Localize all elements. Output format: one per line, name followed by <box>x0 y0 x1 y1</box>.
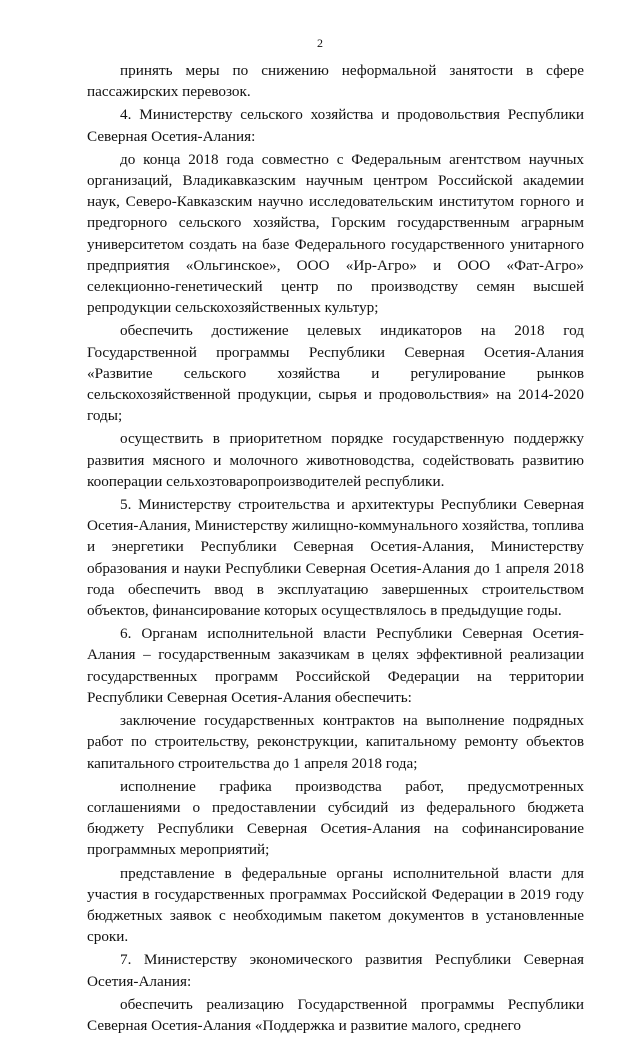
paragraph-work-schedule: исполнение графика производства работ, предусмотренных соглашениями о предоставлении субсидий из федерального бюджета бюджету Республики Северная Осетия-Алания на софинансирование программных мероприятий; <box>87 777 584 859</box>
paragraph-state-program: обеспечить реализацию Государственной программы Республики Северная Осетия-Алания «Поддержка и развитие малого, среднего <box>87 995 584 1034</box>
paragraph-target-indicators: обеспечить достижение целевых индикаторов на 2018 год Государственной программы Республики Северная Осетия-Алания «Развитие сельского хозяйства и регулирование рынков сельскохозяйственной продукции, сырья и продовольствия» на 2014-2020 годы; <box>87 322 584 425</box>
paragraph-item-6-heading: 6. Органам исполнительной власти Республики Северная Осетия-Алания – государственным заказчикам в целях эффективной реализации государственных программ Российской Федерации на территории Республики Северная Осетия-Алания обеспечить: <box>87 625 584 706</box>
paragraph-livestock-support: осуществить в приоритетном порядке государственную поддержку развития мясного и молочного животноводства, содействовать развитию кооперации сельхозтоваропроизводителей республики. <box>87 430 584 490</box>
paragraph-item-7-heading: 7. Министерству экономического развития Республики Северная Осетия-Алания: <box>87 951 584 990</box>
paragraph-budget-requests: представление в федеральные органы исполнительной власти для участия в государственных программах Российской Федерации в 2019 году бюджетных заявок с необходимым пакетом документов в установленные сроки. <box>87 864 584 946</box>
document-body <box>87 60 584 1038</box>
paragraph-contracts: заключение государственных контрактов на выполнение подрядных работ по строительству, реконструкции, капитальному ремонту объектов капитального строительства до 1 апреля 2018 года; <box>87 712 584 772</box>
page-number: 2 <box>317 36 323 50</box>
paragraph-breeding-center: до конца 2018 года совместно с Федеральным агентством научных организаций, Владикавказским научным центром Российской академии наук, Северо-Кавказским научно исследовательским институтом горного и предгорного сельского хозяйства, Горским государственным аграрным университетом создать на базе Федерального государственного унитарного предприятия «Ольгинское», ООО «Ир-Агро» и ООО «Фат-Агро» селекционно-генетический центр по производству семян высшей репродукции сельскохозяйственных культур; <box>87 150 584 317</box>
paragraph-item-4-heading: 4. Министерству сельского хозяйства и продовольствия Республики Северная Осетия-Алания: <box>87 106 584 145</box>
paragraph-passenger-transport: принять меры по снижению неформальной занятости в сфере пассажирских перевозок. <box>87 62 584 101</box>
paragraph-item-5: 5. Министерству строительства и архитектуры Республики Северная Осетия-Алания, Министерству жилищно-коммунального хозяйства, топлива и энергетики Республики Северная Осетия-Алания, Министерству образования и науки Республики Северная Осетия-Алания до 1 апреля 2018 года обеспечить ввод в эксплуатацию завершенных строительством объектов, финансирование которых осуществлялось в предыдущие годы. <box>87 496 584 620</box>
